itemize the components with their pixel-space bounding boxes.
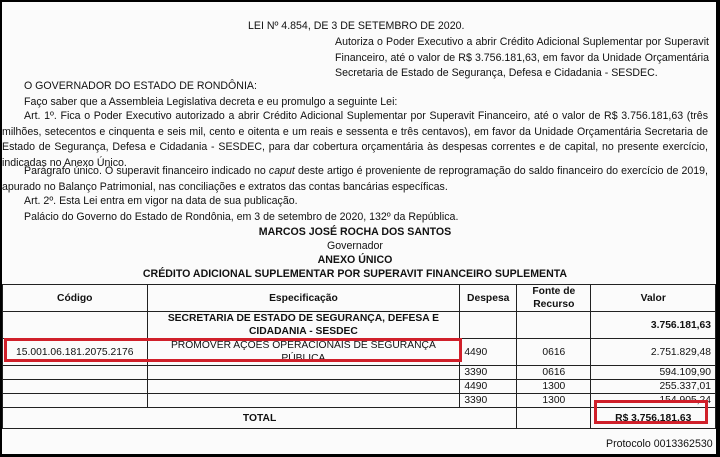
annex-subtitle: CRÉDITO ADICIONAL SUPLEMENTAR POR SUPERAVIT FINANCEIRO SUPLEMENTA (142, 268, 568, 280)
cell-despesa: 4490 (460, 380, 517, 394)
article-2: Art. 2º. Esta Lei entra em vigor na data de sua publicação. (24, 195, 298, 207)
cell-valor: 2.751.829,48 (591, 339, 716, 366)
header-valor: Valor (591, 285, 716, 312)
cell-despesa: 3390 (460, 366, 517, 380)
paragrafo-text-pre: Parágrafo único. O superavit financeiro indicado no (24, 165, 269, 177)
cell-especificacao: PROMOVER AÇÕES OPERACIONAIS DE SEGURANÇA PÚBLICA (147, 339, 460, 366)
cell-valor: 255.337,01 (591, 380, 716, 394)
cell-valor: 154.905,24 (591, 394, 716, 408)
cell-fonte: 0616 (517, 339, 591, 366)
cell-codigo (3, 366, 148, 380)
annex-title: ANEXO ÚNICO (317, 254, 393, 266)
cell-fonte: 0616 (517, 366, 591, 380)
header-fonte: Fonte de Recurso (517, 285, 591, 312)
highlight-box-total (594, 400, 708, 424)
org-value: 3.756.181,63 (591, 312, 716, 339)
table-row (3, 366, 716, 380)
paragrafo-unico (2, 164, 708, 195)
paragrafo-caput: caput (268, 165, 295, 177)
palacio-line: Palácio do Governo do Estado de Rondônia, em 3 de setembro de 2020, 132º da República. (24, 211, 459, 223)
cell-fonte: 1300 (517, 394, 591, 408)
governor-line: O GOVERNADOR DO ESTADO DE RONDÔNIA: (24, 80, 257, 92)
header-despesa: Despesa (460, 285, 517, 312)
cell-especificacao (147, 380, 460, 394)
cell-despesa: 3390 (460, 394, 517, 408)
paragrafo-text-post: deste artigo é proveniente de reprogramação do saldo financeiro do exercício de 2019, apurado no Balanço Patrimonial, nas conciliações e extratos das contas bancárias específicas. (2, 165, 708, 193)
cell-despesa: 4490 (460, 339, 517, 366)
header-especificacao: Especificação (147, 285, 460, 312)
protocolo: Protocolo 0013362530 (606, 438, 713, 450)
header-codigo: Código (3, 285, 148, 312)
law-title: LEI Nº 4.854, DE 3 DE SETEMBRO DE 2020. (248, 20, 465, 32)
total-label: TOTAL (3, 408, 517, 429)
law-ementa: Autoriza o Poder Executivo a abrir Crédito Adicional Suplementar por Superavit Financeiro, até o valor de R$ 3.756.181,63, em favor da Unidade Orçamentária Secretaria de Estado de Segurança, Defesa e Cidadania - SESDEC. (335, 36, 709, 80)
cell-codigo (3, 394, 148, 408)
cell-especificacao (147, 394, 460, 408)
cell-fonte: 1300 (517, 380, 591, 394)
org-name: SECRETARIA DE ESTADO DE SEGURANÇA, DEFESA E CIDADANIA - SESDEC (147, 312, 460, 339)
table-row (3, 380, 716, 394)
cell-codigo (3, 380, 148, 394)
article-1: Art. 1º. Fica o Poder Executivo autorizado a abrir Crédito Adicional Suplementar por Superavit Financeiro, até o valor de R$ 3.756.181,63 (três milhões, setecentos e cinquenta e seis mil, cento e oitenta e um reais e sessenta e três centavos), em favor da Unidade Orçamentária Secretaria de Estado de Segurança, Defesa e Cidadania - SESDEC, para dar cobertura orçamentária às despesas correntes e de capital, no presente exercício, indicadas no Anexo Único. (2, 110, 708, 169)
signer-name: MARCOS JOSÉ ROCHA DOS SANTOS (258, 226, 452, 238)
document-page (2, 2, 716, 454)
signer-role: Governador (327, 240, 383, 252)
table-header-row (3, 285, 716, 312)
highlight-box-row (4, 338, 462, 362)
cell-valor: 594.109,90 (591, 366, 716, 380)
table-org-row (3, 312, 716, 339)
cell-especificacao (147, 366, 460, 380)
cell-codigo: 15.001.06.181.2075.2176 (3, 339, 148, 366)
total-value: R$ 3.756.181,63 (591, 408, 716, 429)
intro-line: Faço saber que a Assembleia Legislativa decreta e eu promulgo a seguinte Lei: (24, 96, 398, 108)
